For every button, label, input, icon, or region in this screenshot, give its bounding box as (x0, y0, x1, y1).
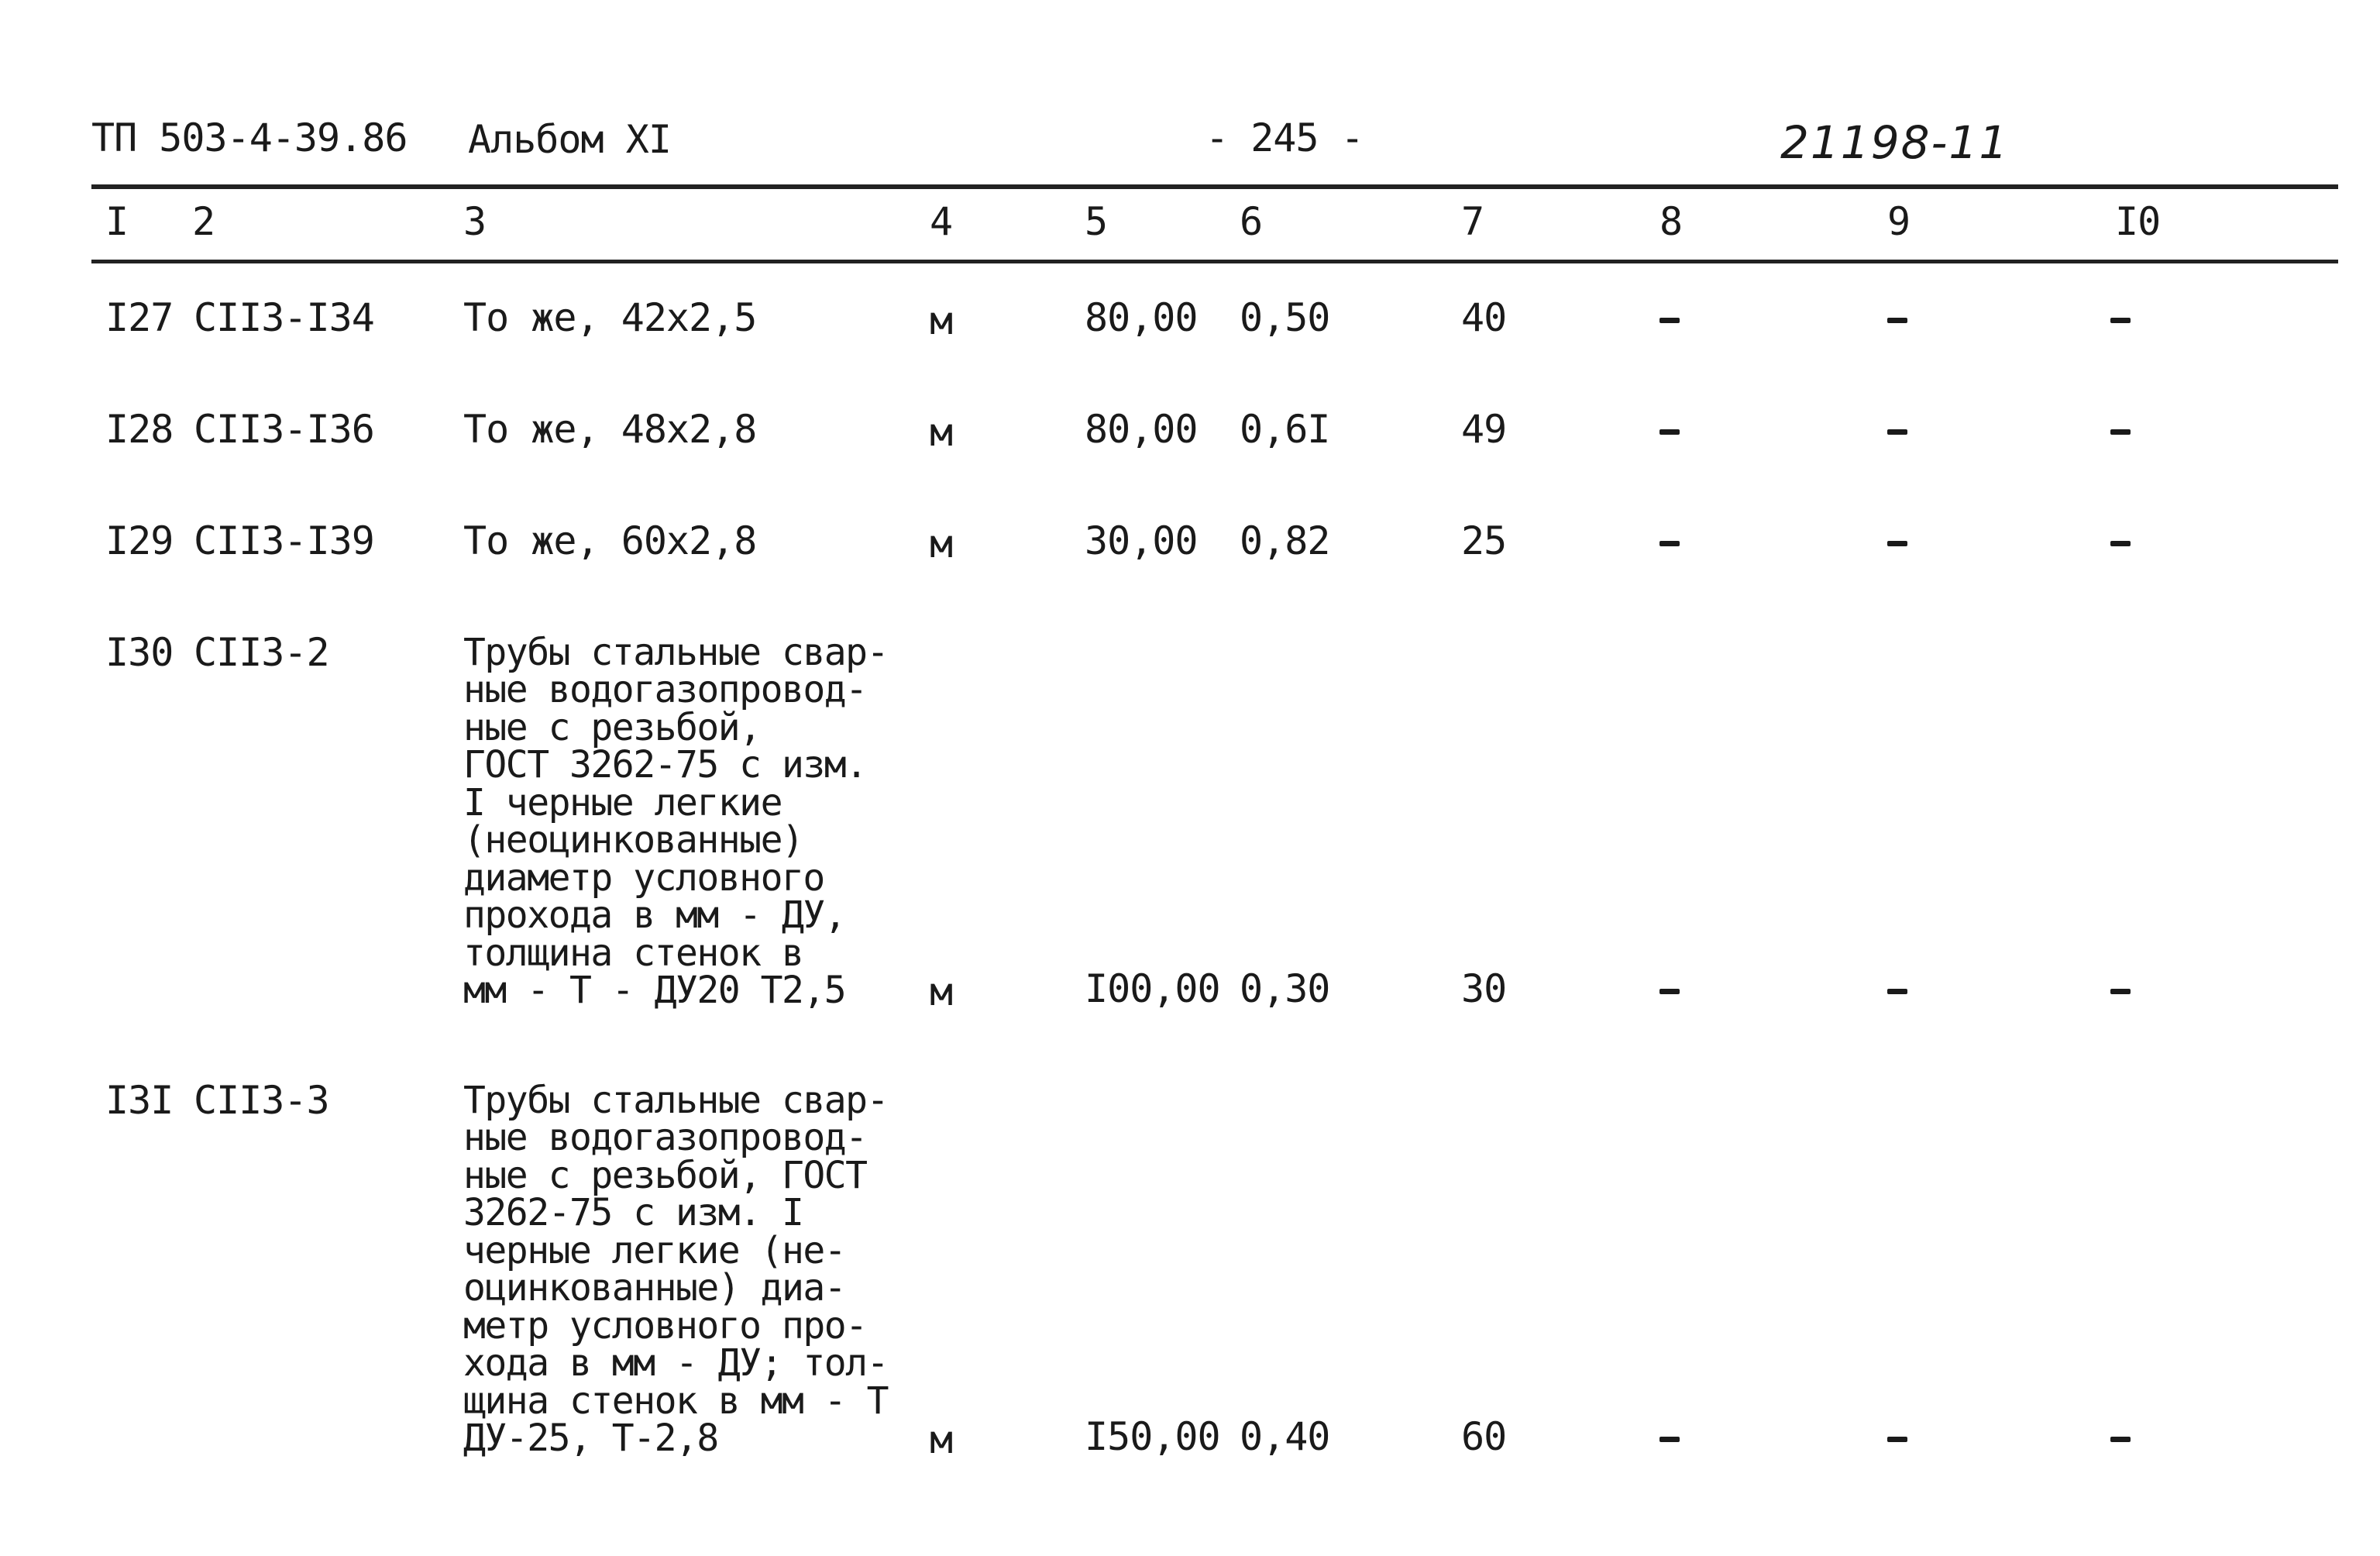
description-line: Трубы стальные свар- (463, 1079, 888, 1122)
row-col9-dash (1887, 1437, 1907, 1442)
row-unit: м (930, 969, 953, 1014)
row-unit-mass: 0,40 (1240, 1414, 1330, 1459)
table-top-rule (91, 184, 2338, 189)
page-number: - 245 - (1205, 115, 1364, 160)
column-header-6: 6 (1240, 199, 1263, 244)
description-line: Трубы стальные свар- (463, 631, 888, 674)
row-code: СII3-I36 (194, 407, 374, 452)
row-total-mass: 30 (1461, 966, 1507, 1011)
album-label: Альбом XI (468, 117, 671, 162)
row-quantity: I50,00 (1085, 1414, 1220, 1459)
row-total-mass: 40 (1461, 295, 1507, 340)
row-col8-dash (1659, 989, 1680, 994)
row-quantity: 80,00 (1085, 407, 1198, 452)
row-unit-mass: 0,50 (1240, 295, 1330, 340)
description-line: ные с резьбой, (463, 706, 761, 749)
description-line: (неоцинкованные) (463, 818, 803, 862)
row-number: I27 (105, 295, 174, 340)
row-number: I3I (105, 1078, 174, 1123)
row-col8-dash (1659, 429, 1680, 435)
row-unit: м (930, 522, 953, 566)
description-line: ные водогазопровод- (463, 668, 867, 711)
column-header-5: 5 (1085, 199, 1108, 244)
row-total-mass: 60 (1461, 1414, 1507, 1459)
row-quantity: 30,00 (1085, 518, 1198, 563)
column-header-3: 3 (463, 199, 487, 244)
row-quantity: 80,00 (1085, 295, 1198, 340)
column-header-10: I0 (2115, 199, 2161, 244)
description-line: ные водогазопровод- (463, 1116, 867, 1159)
description-line: метр условного про- (463, 1304, 867, 1348)
row-number: I28 (105, 407, 174, 452)
row-unit: м (930, 1417, 953, 1462)
row-number: I29 (105, 518, 174, 563)
column-header-1: I (105, 199, 129, 244)
row-unit-mass: 0,30 (1240, 966, 1330, 1011)
row-description: То же, 48х2,8 (463, 407, 757, 452)
column-header-7: 7 (1461, 199, 1484, 244)
row-unit: м (930, 298, 953, 343)
row-code: СII3-2 (194, 630, 329, 675)
description-line: оцинкованные) диа- (463, 1266, 846, 1310)
description-line: ные с резьбой, ГОСТ (463, 1154, 867, 1197)
column-header-4: 4 (930, 199, 953, 244)
row-number: I30 (105, 630, 174, 675)
row-total-mass: 25 (1461, 518, 1507, 563)
description-line: мм - Т - ДУ20 Т2,5 (463, 969, 846, 1012)
row-col10-dash (2110, 989, 2131, 994)
row-col10-dash (2110, 318, 2131, 323)
row-code: СII3-3 (194, 1078, 329, 1123)
description-line: ГОСТ 3262-75 с изм. (463, 743, 867, 787)
row-code: СII3-I34 (194, 295, 374, 340)
row-code: СII3-I39 (194, 518, 374, 563)
row-unit-mass: 0,6I (1240, 407, 1330, 452)
row-unit-mass: 0,82 (1240, 518, 1330, 563)
row-col10-dash (2110, 1437, 2131, 1442)
row-quantity: I00,00 (1085, 966, 1220, 1011)
row-unit: м (930, 410, 953, 455)
column-header-9: 9 (1887, 199, 1911, 244)
description-line: черные легкие (не- (463, 1229, 846, 1272)
description-line: толщина стенок в (463, 931, 803, 975)
table-header-rule (91, 260, 2338, 263)
row-col8-dash (1659, 318, 1680, 323)
row-col9-dash (1887, 429, 1907, 435)
column-header-2: 2 (192, 199, 215, 244)
description-line: диаметр условного (463, 856, 824, 900)
description-line: ДУ-25, Т-2,8 (463, 1417, 718, 1460)
row-description: То же, 42х2,5 (463, 295, 757, 340)
description-line: I черные легкие (463, 781, 782, 824)
doc-code: ТП 503-4-39.86 (91, 115, 408, 160)
description-line: 3262-75 с изм. I (463, 1191, 803, 1234)
row-col9-dash (1887, 989, 1907, 994)
row-description: То же, 60х2,8 (463, 518, 757, 563)
column-header-8: 8 (1659, 199, 1683, 244)
archive-number: 21198-11 (1780, 116, 2010, 169)
row-col9-dash (1887, 318, 1907, 323)
row-total-mass: 49 (1461, 407, 1507, 452)
row-col8-dash (1659, 541, 1680, 546)
description-line: хода в мм - ДУ; тол- (463, 1341, 888, 1385)
row-col8-dash (1659, 1437, 1680, 1442)
description-line: щина стенок в мм - Т (463, 1379, 888, 1423)
row-col9-dash (1887, 541, 1907, 546)
row-col10-dash (2110, 541, 2131, 546)
row-col10-dash (2110, 429, 2131, 435)
description-line: прохода в мм - ДУ, (463, 893, 846, 937)
